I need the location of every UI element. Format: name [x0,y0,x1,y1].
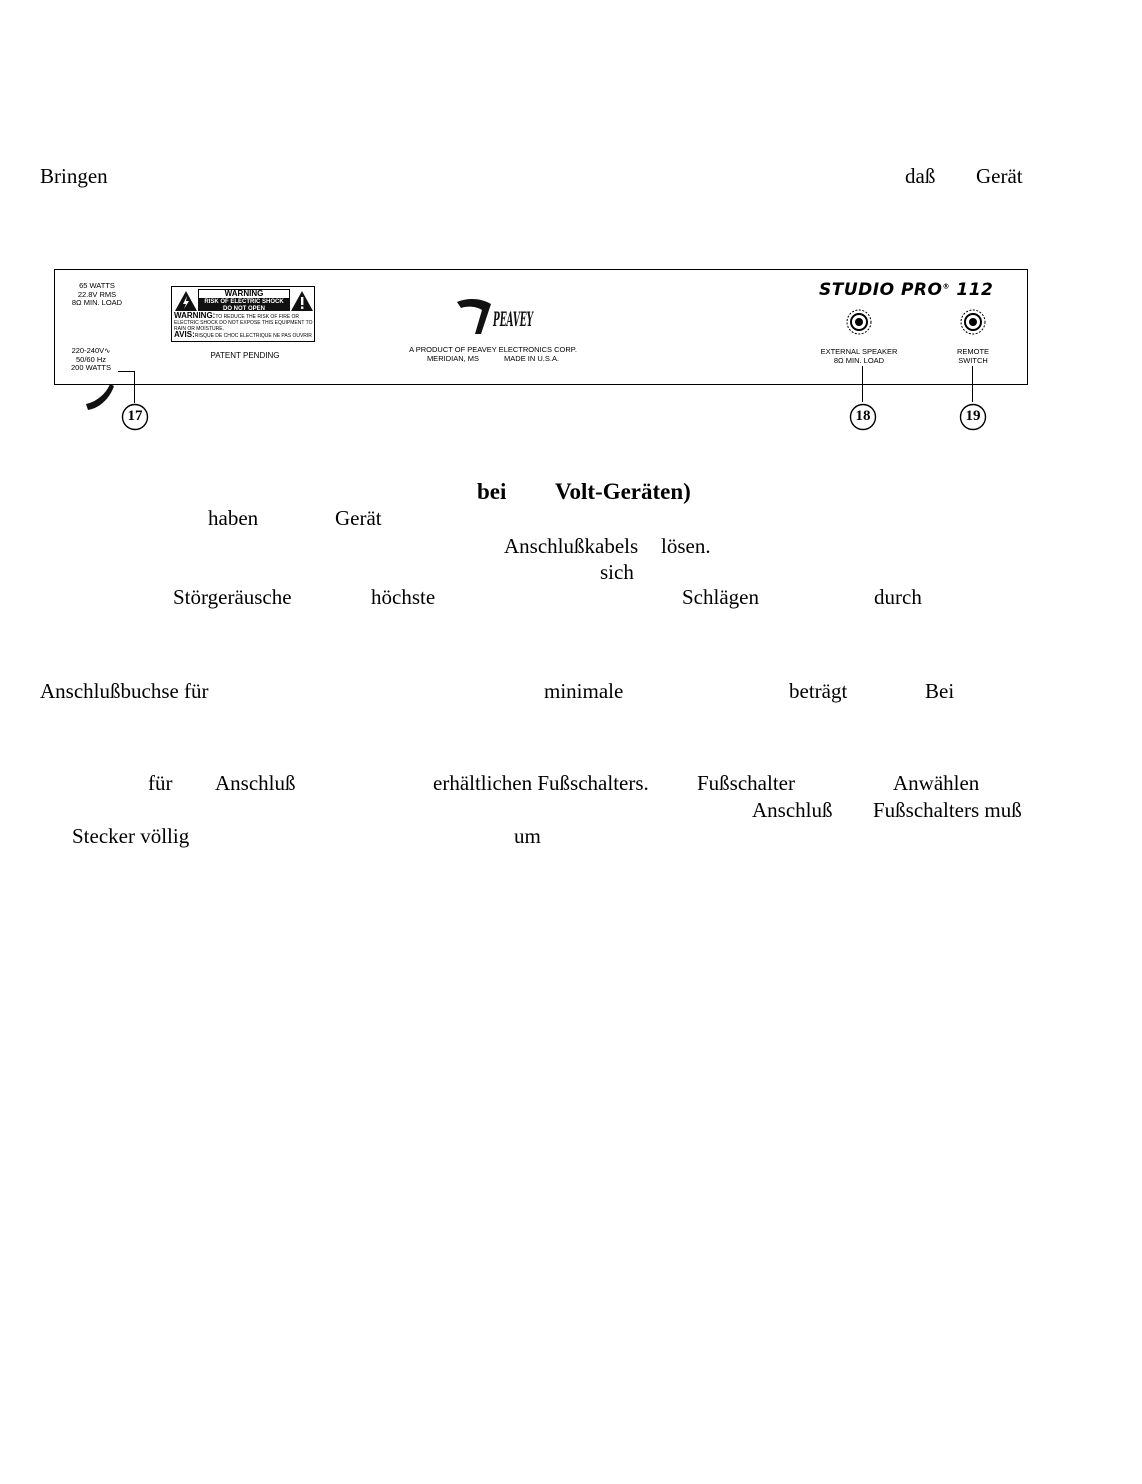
external-speaker-jack-icon[interactable] [845,308,873,336]
power-cord-icon [80,380,120,420]
word-dass: daß [905,164,936,188]
heading-volt: Volt-Geräten) [555,479,691,504]
word-loesen: lösen. [661,534,711,558]
word-hoechste: höchste [371,585,436,609]
word-minimale: minimale [544,679,624,703]
manufacturer-text: A PRODUCT OF PEAVEY ELECTRONICS CORP. MERIDIAN, MS MADE IN U.S.A. [409,345,577,363]
word-stecker: Stecker völlig [72,824,190,848]
patent-pending: PATENT PENDING [210,351,280,360]
word-fussschalter: Fußschalter [697,771,795,795]
word-sich: sich [600,560,634,584]
word-um: um [514,824,541,848]
rear-panel-diagram [54,269,1028,385]
word-bringen: Bringen [40,164,108,188]
word-geraet: Gerät [976,164,1023,188]
external-speaker-label: EXTERNAL SPEAKER 8Ω MIN. LOAD [820,347,898,365]
word-durch: durch [874,585,922,609]
callout-18: 18 [849,403,877,431]
word-bei: Bei [925,679,955,703]
svg-text:PEAVEY: PEAVEY [492,307,534,331]
word-haben: haben [208,506,259,530]
callout-17-leader [118,371,134,372]
warning-text: WARNING:TO REDUCE THE RISK OF FIRE OR ELECTRIC SHOCK DO NOT EXPOSE THIS EQUIPMENT TO RAIN OR MOISTURE. AVIS:RISQUE DE CHOC ELECTRIQUE NE PAS OUVRIR [174,311,313,339]
callout-18-leader [862,366,863,402]
word-anschluss-1: Anschluß [215,771,296,795]
word-fussschalters-muss: Fußschalters muß [873,798,1022,822]
word-anschlussbuchse: Anschlußbuchse für [40,679,209,703]
word-erhaeltlichen: erhältlichen Fußschalters. [433,771,649,795]
warning-label [171,286,315,342]
word-anwaehlen: Anwählen [893,771,980,795]
word-anschlusskabels: Anschlußkabels [504,534,639,558]
word-fuer: für [148,771,173,795]
model-title: STUDIO PRO® 112 [819,280,994,300]
exclamation-warning-icon [290,290,314,312]
callout-19-leader [972,366,973,402]
word-geraet-2: Gerät [335,506,382,530]
mains-rating: 220-240V∿ 50/60 Hz 200 WATTS [70,346,111,372]
callout-17-leader-v [134,371,135,403]
word-anschluss-2: Anschluß [752,798,833,822]
heading-bei: bei [477,479,507,504]
word-stoergeraeusche: Störgeräusche [173,585,292,609]
word-betraegt: beträgt [789,679,848,703]
remote-switch-jack-icon[interactable] [959,308,987,336]
power-rating: 65 WATTS 22.8V RMS 8Ω MIN. LOAD [71,281,123,307]
callout-19: 19 [959,403,987,431]
peavey-logo [451,294,535,340]
remote-switch-label: REMOTE SWITCH [956,347,990,365]
word-schlaegen: Schlägen [682,585,759,609]
callout-17: 17 [121,403,149,431]
lightning-warning-icon [174,290,198,312]
warning-header: WARNING RISK OF ELECTRIC SHOCK DO NOT OPEN [198,289,290,311]
